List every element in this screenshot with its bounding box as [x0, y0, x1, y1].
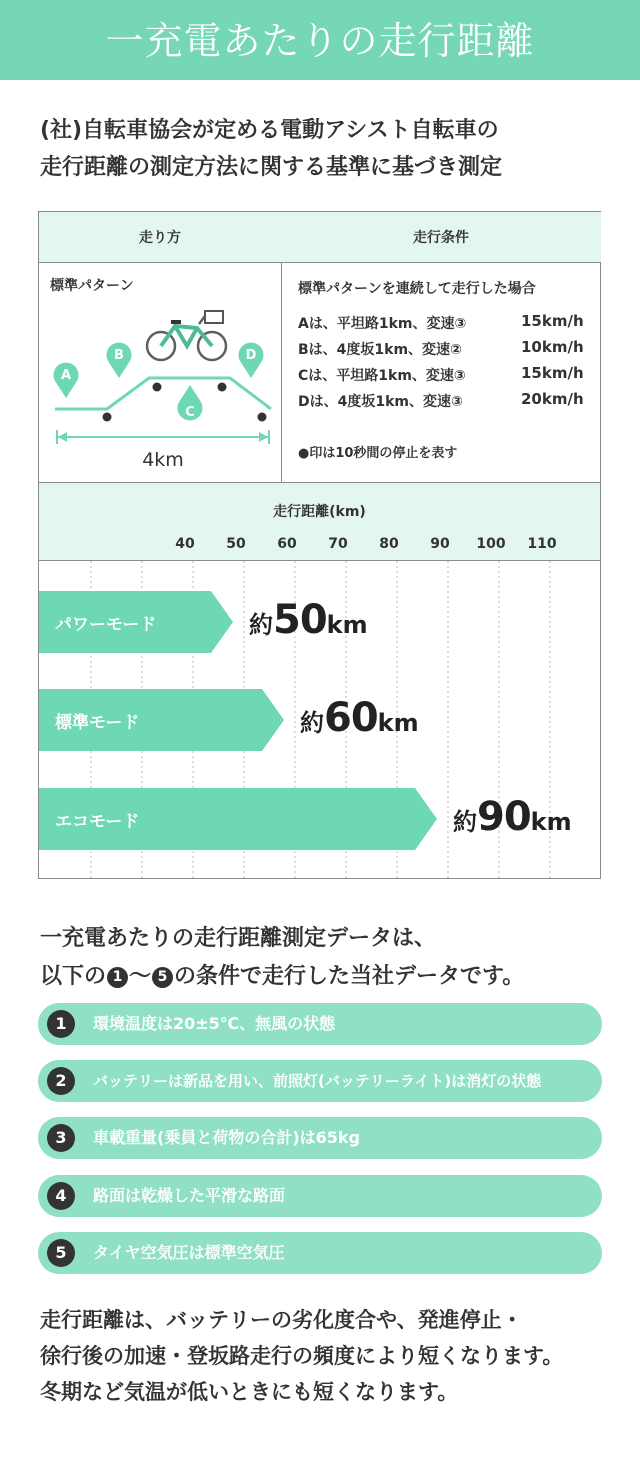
- value-unit: km: [377, 709, 419, 737]
- svg-text:A: A: [60, 368, 72, 383]
- svg-text:B: B: [114, 348, 124, 363]
- range-chart: [38, 483, 601, 879]
- condition-number-badge: 5: [47, 1239, 75, 1267]
- footer-line-2: 徐行後の加速・登坂路走行の頻度により短くなります。: [40, 1344, 564, 1368]
- summary-line-2: 以下の 1 〜 5 の条件で走行した当社データです。: [40, 964, 525, 989]
- svg-text:C: C: [185, 405, 195, 420]
- value-number: 60: [324, 695, 378, 741]
- route-distance-label: 4km: [142, 449, 184, 471]
- x-tick-label: 80: [379, 536, 399, 552]
- marker-b: [107, 343, 132, 378]
- condition-item-text: 路面は乾燥した平滑な路面: [93, 1186, 286, 1205]
- x-tick-label: 60: [277, 536, 297, 552]
- value-prefix: 約: [249, 611, 273, 639]
- condition-speed-a: 15km/h: [521, 312, 584, 330]
- condition-item-2: [38, 1060, 602, 1102]
- x-tick-label: 110: [527, 536, 557, 552]
- bar-category-label: パワーモード: [55, 615, 157, 635]
- bicycle-icon: [147, 311, 226, 360]
- stop-dot: [103, 413, 112, 422]
- circled-number: 1: [107, 967, 128, 988]
- condition-item-text: バッテリーは新品を用い、前照灯(バッテリーライト)は消灯の状態: [93, 1072, 542, 1090]
- condition-item-text: 車載重量(乗員と荷物の合計)は65kg: [93, 1128, 360, 1147]
- conditions-table: [38, 211, 601, 483]
- value-prefix: 約: [300, 709, 324, 737]
- value-number: 90: [477, 794, 531, 840]
- stop-dot: [218, 383, 227, 392]
- bar-category-label: エコモード: [55, 812, 140, 832]
- condition-item-3: [38, 1117, 602, 1159]
- condition-speed-d: 20km/h: [521, 390, 584, 408]
- x-tick-label: 40: [175, 536, 195, 552]
- circled-number: 5: [152, 967, 173, 988]
- intro-line-1: (社)自転車協会が定める電動アシスト自転車の: [40, 118, 499, 143]
- condition-row-a: Aは、平坦路1km、変速③: [298, 316, 467, 332]
- footer-line-1: 走行距離は、バッテリーの劣化度合や、発進停止・: [40, 1308, 523, 1332]
- condition-item-4: [38, 1175, 602, 1217]
- x-tick-label: 50: [226, 536, 246, 552]
- condition-number-badge: 3: [47, 1124, 75, 1152]
- marker-a: [54, 363, 79, 398]
- x-axis-title: 走行距離(km): [273, 504, 366, 520]
- page-title: 一充電あたりの走行距離: [0, 0, 640, 80]
- route-column-header: 走り方: [39, 212, 282, 263]
- marker-c: [178, 385, 203, 420]
- condition-row-d: Dは、4度坂1km、変速③: [298, 394, 463, 410]
- route-title: 標準パターン: [50, 278, 134, 294]
- x-tick-label: 100: [476, 536, 506, 552]
- chart-axis-header: [39, 483, 600, 561]
- route-line: [55, 378, 271, 409]
- summary-text: [40, 920, 620, 996]
- stop-note: ●印は10秒間の停止を表す: [298, 446, 458, 461]
- condition-number-badge: 2: [47, 1067, 75, 1095]
- stop-dot: [258, 413, 267, 422]
- bar-value-label: [249, 597, 368, 643]
- svg-text:D: D: [245, 348, 257, 363]
- value-prefix: 約: [453, 808, 477, 836]
- summary-line-1: 一充電あたりの走行距離測定データは、: [40, 926, 437, 951]
- footer-line-3: 冬期など気温が低いときにも短くなります。: [40, 1380, 459, 1404]
- condition-number-badge: 1: [47, 1010, 75, 1038]
- condition-row-c: Cは、平坦路1km、変速③: [298, 368, 466, 384]
- bar-value-label: [300, 695, 419, 741]
- intro-line-2: 走行距離の測定方法に関する基準に基づき測定: [40, 155, 503, 180]
- condition-row-b: Bは、4度坂1km、変速②: [298, 342, 462, 358]
- value-unit: km: [530, 808, 572, 836]
- x-tick-label: 70: [328, 536, 348, 552]
- conditions-column-header: 走行条件: [281, 212, 601, 263]
- footer-note: [40, 1302, 620, 1410]
- table-divider: [281, 262, 282, 483]
- marker-d: [239, 343, 264, 378]
- bar-value-label: [453, 794, 572, 840]
- condition-item-text: タイヤ空気圧は標準空気圧: [93, 1243, 285, 1262]
- condition-speed-c: 15km/h: [521, 364, 584, 382]
- intro-text: [40, 112, 620, 186]
- condition-item-text: 環境温度は20±5℃、無風の状態: [93, 1014, 336, 1033]
- bar-category-label: 標準モード: [55, 713, 140, 733]
- condition-item-5: [38, 1232, 602, 1274]
- x-tick-label: 90: [430, 536, 450, 552]
- value-number: 50: [273, 597, 327, 643]
- distance-arrow: [57, 430, 269, 444]
- condition-speed-b: 10km/h: [521, 338, 584, 356]
- condition-item-1: [38, 1003, 602, 1045]
- condition-heading: 標準パターンを連続して走行した場合: [298, 281, 536, 297]
- route-diagram: [47, 300, 275, 472]
- value-unit: km: [326, 611, 368, 639]
- condition-number-badge: 4: [47, 1182, 75, 1210]
- stop-dot: [153, 383, 162, 392]
